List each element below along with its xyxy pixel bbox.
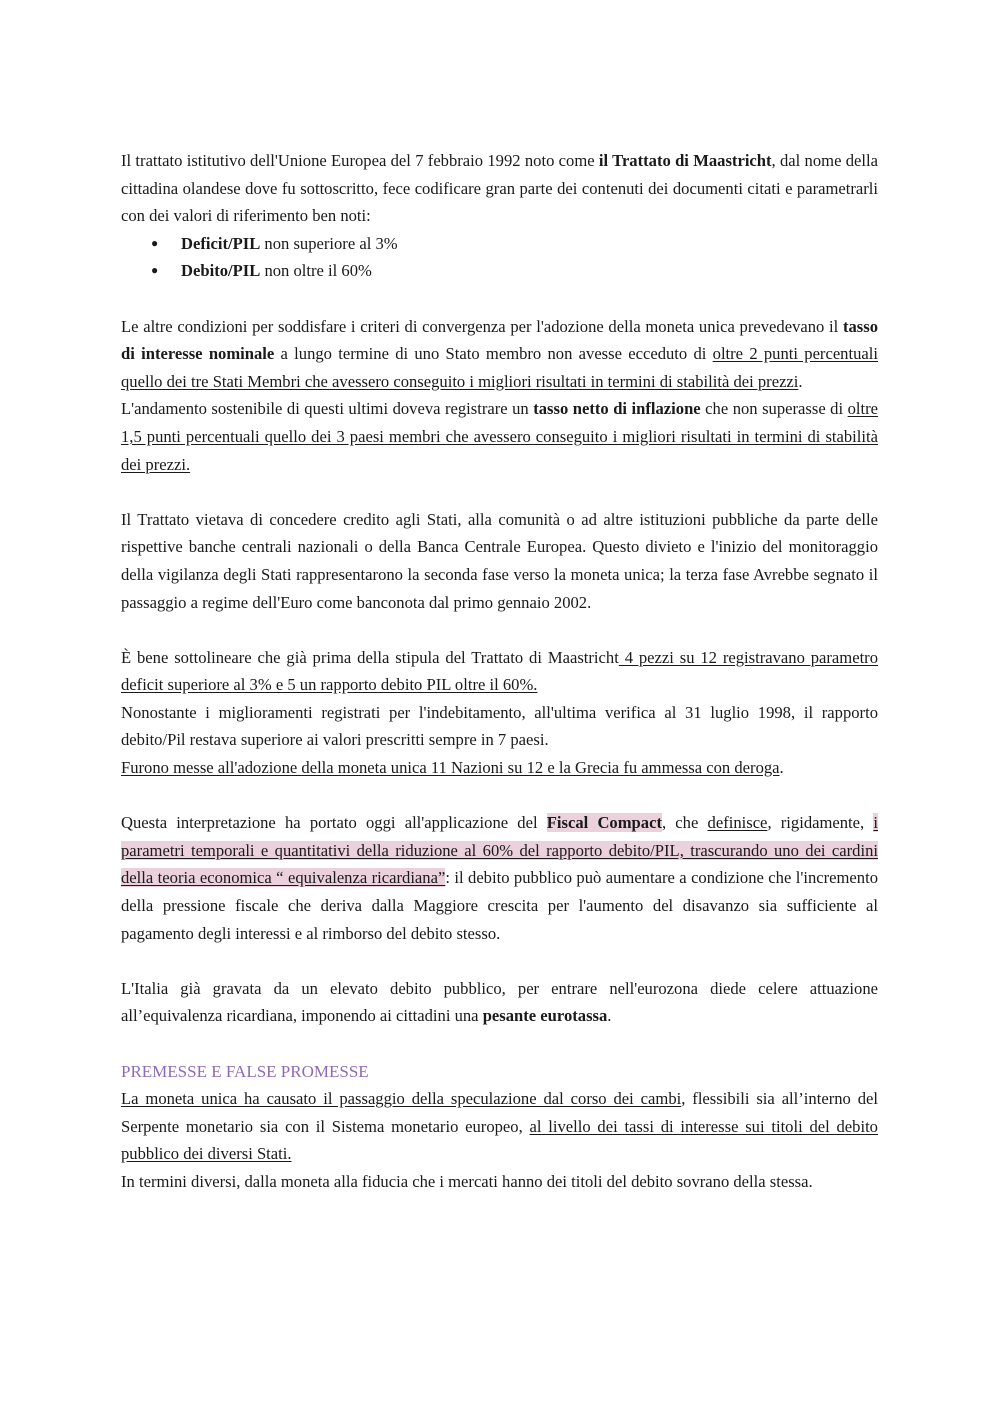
text: non oltre il 60% xyxy=(260,261,372,281)
text: a lungo termine di uno Stato membro non avesse ecceduto di xyxy=(274,344,713,364)
paragraph-interest-rate xyxy=(121,313,878,396)
bold-text: tasso di interesse nominale xyxy=(121,316,878,364)
paragraph-maastricht-intro xyxy=(121,147,878,230)
spacer xyxy=(121,478,878,506)
list-item xyxy=(121,257,878,285)
underlined-text: La moneta unica ha causato il passaggio della speculazione dal corso dei cambi xyxy=(121,1089,682,1109)
underlined-text: Furono messe all'adozione della moneta unica 11 Nazioni su 12 e la Grecia fu ammessa con deroga xyxy=(121,758,780,778)
paragraph-trust: In termini diversi, dalla moneta alla fiducia che i mercati hanno dei titoli del debito sovrano della stessa. xyxy=(121,1171,813,1191)
paragraph-fiscal-compact xyxy=(121,809,878,947)
underlined-text: al livello dei tassi di interesse sui titoli del debito pubblico dei diversi Stati. xyxy=(121,1116,878,1164)
paragraph-adoption xyxy=(121,754,878,782)
text: È bene sottolineare che già prima della stipula del Trattato di Maastricht xyxy=(121,647,619,667)
spacer xyxy=(121,285,878,313)
underlined-text: definisce xyxy=(707,813,768,833)
bold-text: Deficit/PIL xyxy=(181,233,261,253)
paragraph-debt-ratio: Nonostante i miglioramenti registrati per l'indebitamento, all'ultima verifica al 31 luglio 1998, il rapporto debito/Pil restava superiore ai valori prescritti sempre in 7 paesi. xyxy=(121,702,878,750)
bold-text: Debito/PIL xyxy=(181,261,261,281)
text: , dal nome della cittadina olandese dove fu sottoscritto, fece codificare gran parte dei contenuti dei documenti citati e parametrarli con dei valori di riferimento ben noti: xyxy=(121,151,878,226)
text: , flessibili sia all’interno del Serpente monetario sia con il Sistema monetario europeo, xyxy=(121,1089,878,1136)
bold-text: tasso netto di inflazione xyxy=(533,399,701,419)
underlined-text: oltre 1,5 punti percentuali quello dei 3 paesi membri che avessero conseguito i migliori risultati in termini di stabilità dei prezzi. xyxy=(121,399,879,474)
text: Il trattato istitutivo dell'Unione Europea del 7 febbraio 1992 noto come xyxy=(121,151,599,170)
document-body xyxy=(121,147,878,1196)
underlined-text: oltre 2 punti percentuali quello dei tre Stati Membri che avessero conseguito i migliori risultati in termini di stabilità dei prezzi xyxy=(121,344,878,391)
highlighted-text: i parametri temporali e quantitativi della riduzione al 60% del rapporto debito/PIL, trascurando uno dei cardini della teoria economica “ equivalenza ricardiana” xyxy=(121,813,878,888)
text: . xyxy=(798,371,803,391)
paragraph-inflation xyxy=(121,395,878,478)
text: che non superasse di xyxy=(700,399,848,419)
text: L'Italia già gravata da un elevato debito pubblico, per entrare nell'eurozona diede celere attuazione all’equivalenza ricardiana, imponendo ai cittadini una xyxy=(121,978,878,1026)
paragraph-credit-ban: Il Trattato vietava di concedere credito agli Stati, alla comunità o ad altre istituzioni pubbliche da parte delle rispettive banche centrali nazionali o della Banca Centrale Europea. Questo divieto e l'inizio del monitoraggio della vigilanza degli Stati rappresentarono la seconda fase verso la moneta unica; la terza fase Avrebbe segnato il passaggio a regime dell'Euro come banconota dal primo gennaio 2002. xyxy=(121,509,878,612)
bold-text: il Trattato di Maastricht xyxy=(598,151,772,170)
text: non superiore al 3% xyxy=(260,233,398,253)
criteria-list xyxy=(121,230,878,285)
highlighted-text: Fiscal Compact xyxy=(546,813,662,833)
underlined-text: 4 pezzi su 12 registravano parametro deficit superiore al 3% e 5 un rapporto debito PIL oltre il 60%. xyxy=(121,647,879,695)
bold-text: pesante eurotassa xyxy=(482,1006,608,1026)
text: , che xyxy=(661,813,708,833)
text: : il debito pubblico può aumentare a condizione che l'incremento della pressione fiscale che deriva dalla Maggiore crescita per l'aumento del disavanzo sia sufficiente al pagamento degli interessi e al rimborso del debito stesso. xyxy=(121,868,878,943)
paragraph-speculation xyxy=(121,1085,878,1168)
text: Questa interpretazione ha portato oggi all'applicazione del xyxy=(121,813,547,833)
paragraph-before-maastricht xyxy=(121,644,878,699)
text: Le altre condizioni per soddisfare i criteri di convergenza per l'adozione della moneta unica prevedevano il xyxy=(121,316,843,336)
section-heading: PREMESSE E FALSE PROMESSE xyxy=(121,1061,369,1081)
text: , rigidamente, xyxy=(767,813,874,833)
list-item xyxy=(121,230,878,258)
paragraph-italy xyxy=(121,975,878,1030)
text: . xyxy=(607,1006,612,1026)
text: L'andamento sostenibile di questi ultimi doveva registrare un xyxy=(121,399,534,419)
text: . xyxy=(779,758,784,778)
